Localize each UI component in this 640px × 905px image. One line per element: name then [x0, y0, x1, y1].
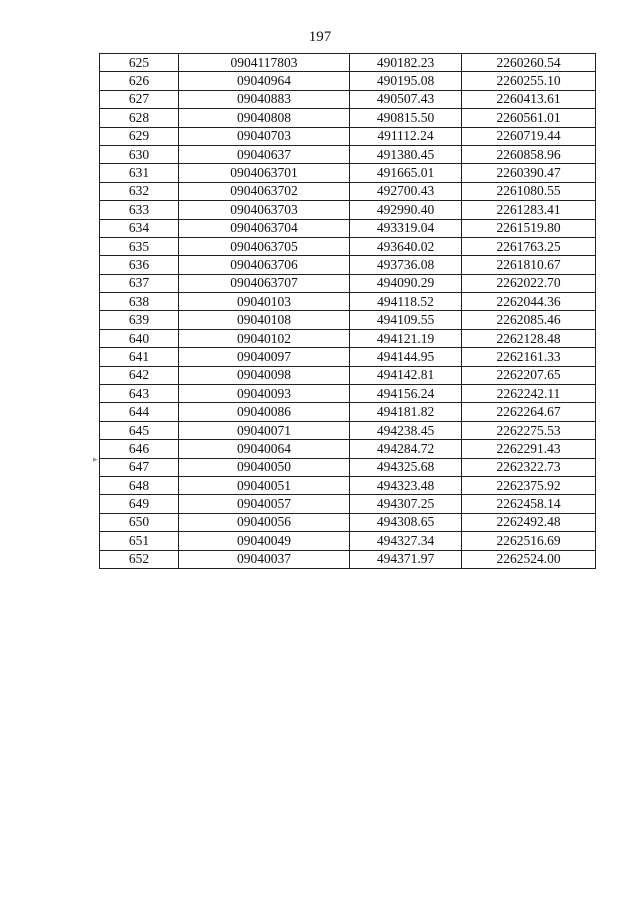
point-code-cell: 0904063706 — [179, 256, 350, 274]
x-coordinate-cell: 491380.45 — [350, 145, 462, 163]
point-code-cell: 09040056 — [179, 513, 350, 531]
y-coordinate-cell: 2262022.70 — [462, 274, 596, 292]
x-coordinate-cell: 494090.29 — [350, 274, 462, 292]
y-coordinate-cell: 2260561.01 — [462, 109, 596, 127]
table-row — [100, 72, 596, 90]
table-row — [100, 385, 596, 403]
point-number-cell: 652 — [100, 550, 179, 568]
table-row — [100, 109, 596, 127]
table-row — [100, 476, 596, 494]
point-code-cell: 0904117803 — [179, 54, 350, 72]
point-code-cell: 09040097 — [179, 348, 350, 366]
point-code-cell: 09040098 — [179, 366, 350, 384]
y-coordinate-cell: 2261519.80 — [462, 219, 596, 237]
x-coordinate-cell: 494238.45 — [350, 421, 462, 439]
point-code-cell: 09040108 — [179, 311, 350, 329]
table-row — [100, 311, 596, 329]
point-code-cell: 09040964 — [179, 72, 350, 90]
table-row — [100, 182, 596, 200]
coordinates-table-body — [100, 54, 596, 569]
point-number-cell: 631 — [100, 164, 179, 182]
x-coordinate-cell: 494109.55 — [350, 311, 462, 329]
y-coordinate-cell: 2262242.11 — [462, 385, 596, 403]
y-coordinate-cell: 2260255.10 — [462, 72, 596, 90]
table-row — [100, 256, 596, 274]
point-number-cell: 625 — [100, 54, 179, 72]
point-number-cell: 628 — [100, 109, 179, 127]
point-code-cell: 09040071 — [179, 421, 350, 439]
table-row — [100, 90, 596, 108]
point-number-cell: 632 — [100, 182, 179, 200]
x-coordinate-cell: 490507.43 — [350, 90, 462, 108]
y-coordinate-cell: 2262264.67 — [462, 403, 596, 421]
scan-speck: ▸ — [93, 454, 98, 464]
point-code-cell: 09040883 — [179, 90, 350, 108]
x-coordinate-cell: 494371.97 — [350, 550, 462, 568]
table-row — [100, 495, 596, 513]
y-coordinate-cell: 2262275.53 — [462, 421, 596, 439]
x-coordinate-cell: 494325.68 — [350, 458, 462, 476]
table-row — [100, 54, 596, 72]
x-coordinate-cell: 493319.04 — [350, 219, 462, 237]
x-coordinate-cell: 490815.50 — [350, 109, 462, 127]
x-coordinate-cell: 494121.19 — [350, 329, 462, 347]
y-coordinate-cell: 2262044.36 — [462, 293, 596, 311]
table-row — [100, 421, 596, 439]
y-coordinate-cell: 2262458.14 — [462, 495, 596, 513]
table-row — [100, 219, 596, 237]
y-coordinate-cell: 2261810.67 — [462, 256, 596, 274]
table-row — [100, 550, 596, 568]
point-code-cell: 0904063703 — [179, 201, 350, 219]
y-coordinate-cell: 2261283.41 — [462, 201, 596, 219]
y-coordinate-cell: 2262207.65 — [462, 366, 596, 384]
coordinates-table — [99, 53, 596, 569]
point-code-cell: 0904063705 — [179, 237, 350, 255]
point-code-cell: 09040093 — [179, 385, 350, 403]
point-number-cell: 634 — [100, 219, 179, 237]
point-number-cell: 651 — [100, 532, 179, 550]
point-code-cell: 09040103 — [179, 293, 350, 311]
point-number-cell: 641 — [100, 348, 179, 366]
y-coordinate-cell: 2261763.25 — [462, 237, 596, 255]
y-coordinate-cell: 2262375.92 — [462, 476, 596, 494]
table-row — [100, 458, 596, 476]
point-number-cell: 644 — [100, 403, 179, 421]
point-code-cell: 0904063701 — [179, 164, 350, 182]
point-number-cell: 636 — [100, 256, 179, 274]
table-row — [100, 440, 596, 458]
table-row — [100, 145, 596, 163]
y-coordinate-cell: 2262524.00 — [462, 550, 596, 568]
y-coordinate-cell: 2262085.46 — [462, 311, 596, 329]
point-number-cell: 627 — [100, 90, 179, 108]
x-coordinate-cell: 494327.34 — [350, 532, 462, 550]
point-code-cell: 09040102 — [179, 329, 350, 347]
point-number-cell: 639 — [100, 311, 179, 329]
x-coordinate-cell: 494118.52 — [350, 293, 462, 311]
point-number-cell: 638 — [100, 293, 179, 311]
x-coordinate-cell: 493736.08 — [350, 256, 462, 274]
point-code-cell: 09040703 — [179, 127, 350, 145]
x-coordinate-cell: 494308.65 — [350, 513, 462, 531]
x-coordinate-cell: 492990.40 — [350, 201, 462, 219]
x-coordinate-cell: 494307.25 — [350, 495, 462, 513]
point-code-cell: 09040637 — [179, 145, 350, 163]
point-code-cell: 09040086 — [179, 403, 350, 421]
table-row — [100, 366, 596, 384]
point-number-cell: 630 — [100, 145, 179, 163]
point-number-cell: 633 — [100, 201, 179, 219]
point-number-cell: 642 — [100, 366, 179, 384]
table-row — [100, 201, 596, 219]
point-code-cell: 09040057 — [179, 495, 350, 513]
y-coordinate-cell: 2261080.55 — [462, 182, 596, 200]
point-code-cell: 0904063707 — [179, 274, 350, 292]
point-code-cell: 0904063704 — [179, 219, 350, 237]
table-row — [100, 532, 596, 550]
table-row — [100, 513, 596, 531]
x-coordinate-cell: 494142.81 — [350, 366, 462, 384]
point-number-cell: 646 — [100, 440, 179, 458]
table-row — [100, 329, 596, 347]
x-coordinate-cell: 494144.95 — [350, 348, 462, 366]
y-coordinate-cell: 2262322.73 — [462, 458, 596, 476]
page-number: 197 — [308, 29, 332, 45]
point-code-cell: 09040051 — [179, 476, 350, 494]
y-coordinate-cell: 2262492.48 — [462, 513, 596, 531]
x-coordinate-cell: 494323.48 — [350, 476, 462, 494]
y-coordinate-cell: 2260858.96 — [462, 145, 596, 163]
point-number-cell: 647 — [100, 458, 179, 476]
x-coordinate-cell: 494284.72 — [350, 440, 462, 458]
point-code-cell: 09040049 — [179, 532, 350, 550]
point-number-cell: 649 — [100, 495, 179, 513]
y-coordinate-cell: 2260260.54 — [462, 54, 596, 72]
x-coordinate-cell: 494181.82 — [350, 403, 462, 421]
x-coordinate-cell: 494156.24 — [350, 385, 462, 403]
y-coordinate-cell: 2260413.61 — [462, 90, 596, 108]
x-coordinate-cell: 490182.23 — [350, 54, 462, 72]
point-number-cell: 637 — [100, 274, 179, 292]
table-row — [100, 237, 596, 255]
point-code-cell: 09040064 — [179, 440, 350, 458]
table-row — [100, 127, 596, 145]
x-coordinate-cell: 491112.24 — [350, 127, 462, 145]
table-row — [100, 348, 596, 366]
y-coordinate-cell: 2262516.69 — [462, 532, 596, 550]
point-code-cell: 0904063702 — [179, 182, 350, 200]
point-number-cell: 650 — [100, 513, 179, 531]
point-number-cell: 645 — [100, 421, 179, 439]
x-coordinate-cell: 493640.02 — [350, 237, 462, 255]
table-row — [100, 403, 596, 421]
point-code-cell: 09040050 — [179, 458, 350, 476]
point-code-cell: 09040808 — [179, 109, 350, 127]
y-coordinate-cell: 2262291.43 — [462, 440, 596, 458]
point-number-cell: 640 — [100, 329, 179, 347]
y-coordinate-cell: 2260719.44 — [462, 127, 596, 145]
point-number-cell: 635 — [100, 237, 179, 255]
table-row — [100, 164, 596, 182]
point-number-cell: 643 — [100, 385, 179, 403]
table-row — [100, 293, 596, 311]
x-coordinate-cell: 492700.43 — [350, 182, 462, 200]
y-coordinate-cell: 2262161.33 — [462, 348, 596, 366]
x-coordinate-cell: 491665.01 — [350, 164, 462, 182]
point-number-cell: 626 — [100, 72, 179, 90]
y-coordinate-cell: 2262128.48 — [462, 329, 596, 347]
table-row — [100, 274, 596, 292]
point-number-cell: 629 — [100, 127, 179, 145]
x-coordinate-cell: 490195.08 — [350, 72, 462, 90]
point-code-cell: 09040037 — [179, 550, 350, 568]
point-number-cell: 648 — [100, 476, 179, 494]
y-coordinate-cell: 2260390.47 — [462, 164, 596, 182]
